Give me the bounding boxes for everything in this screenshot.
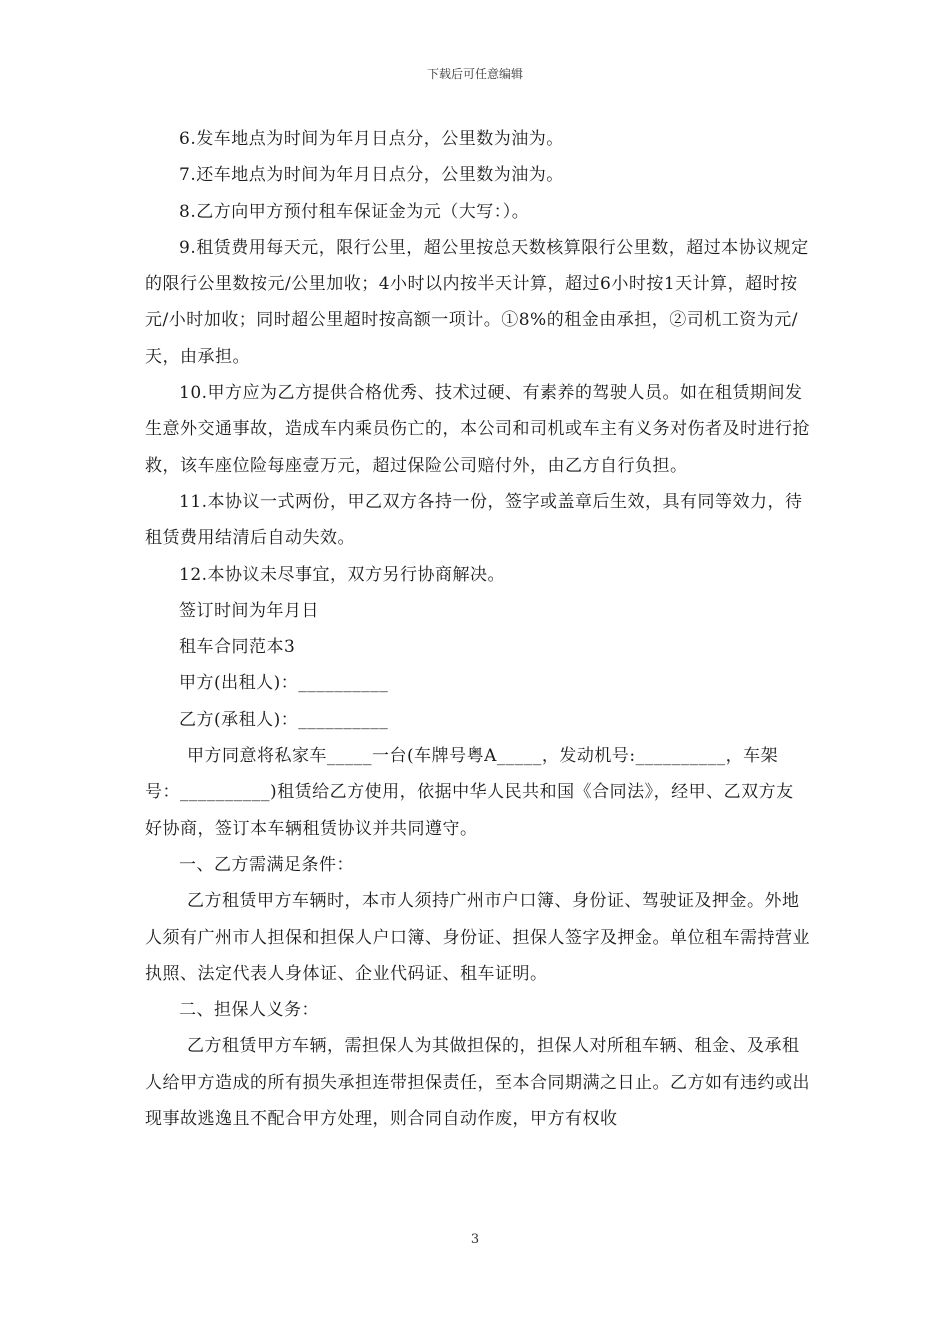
clause-12: 12.本协议未尽事宜，双方另行协商解决。 [179,564,506,585]
document-body [145,121,810,1137]
signing-date: 签订时间为年月日 [179,600,319,621]
party-b-line: 乙方(承租人)：__________ [179,709,389,730]
clause-6: 6.发车地点为时间为年月日点分，公里数为油为。 [179,129,564,149]
guarantor-text: 乙方租赁甲方车辆，需担保人为其做担保的，担保人对所租车辆、租金、及承租人给甲方造成的所有损失承担连带担保责任，至本合同期满之日止。乙方如有违约或出现事故逃逸且不配合甲方处理，则合同自动作废，甲方有权收 [145,1036,810,1130]
party-a-line: 甲方(出租人)：__________ [179,673,389,694]
clause-10: 10.甲方应为乙方提供合格优秀、技术过硬、有素养的驾驶人员。如在租赁期间发生意外交通事故，造成车内乘员伤亡的，本公司和司机或车主有义务对伤者及时进行抢救，该车座位险每座壹万元，超过保险公司赔付外，由乙方自行负担。 [145,383,810,476]
clause-8: 8.乙方向甲方预付租车保证金为元（大写：）。 [179,201,530,222]
section-title: 租车合同范本3 [179,637,296,658]
heading-requirements: 一、乙方需满足条件： [179,854,354,875]
clause-9: 9.租赁费用每天元，限行公里，超公里按总天数核算限行公里数，超过本协议规定的限行公里数按元/公里加收；4小时以内按半天计算，超过6小时按1天计算，超时按元/小时加收；同时超公里超时按高额一项计。①8%的租金由承担，②司机工资为元/天，由承担。 [145,237,809,367]
page-header: 下载后可任意编辑 [426,67,523,81]
clause-11: 11.本协议一式两份，甲乙双方各持一份，签字或盖章后生效，具有同等效力，待租赁费用结清后自动失效。 [145,491,803,549]
heading-guarantor: 二、担保人义务： [179,1000,319,1021]
clause-7: 7.还车地点为时间为年月日点分，公里数为油为。 [179,165,564,186]
page-number: 3 [470,1232,480,1247]
requirements-text: 乙方租赁甲方车辆时，本市人须持广州市户口簿、身份证、驾驶证及押金。外地人须有广州市人担保和担保人户口簿、身份证、担保人签字及押金。单位租车需持营业执照、法定代表人身体证、企业代码证、租车证明。 [145,891,810,984]
lease-intro: 甲方同意将私家车_____一台(车牌号粤A_____，发动机号:__________，车架号：__________)租赁给乙方使用，依据中华人民共和国《合同法》，经甲、乙双方友好协商，签订本车辆租赁协议并共同遵守。 [145,746,794,839]
